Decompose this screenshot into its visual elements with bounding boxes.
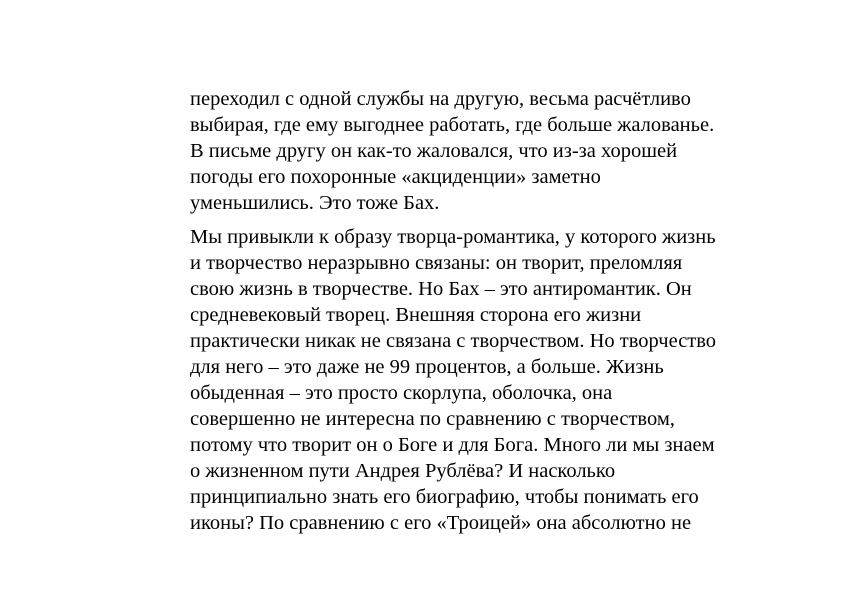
text-line: переходил с одной службы на другую, весьма расчётливо	[190, 88, 691, 110]
text-line: для него – это даже не 99 процентов, а больше. Жизнь	[190, 356, 664, 378]
text-line: обыденная – это просто скорлупа, оболочка, она	[190, 382, 613, 404]
text-line: совершенно не интересна по сравнению с творчеством,	[190, 408, 675, 430]
text-line: Мы привыкли к образу творца-романтика, у которого жизнь	[190, 226, 716, 248]
text-line: принципиально знать его биографию, чтобы понимать его	[190, 486, 699, 508]
text-line: о жизненном пути Андрея Рублёва? И насколько	[190, 460, 616, 482]
text-line: погоды его похоронные «акциденции» заметно	[190, 166, 601, 188]
text-line: иконы? По сравнению с его «Троицей» она абсолютно не	[190, 512, 692, 534]
text-line: практически никак не связана с творчеством. Но творчество	[190, 330, 717, 352]
text-line: В письме другу он как-то жаловался, что из-за хорошей	[190, 140, 678, 162]
body-text	[190, 86, 770, 536]
text-line: потому что творит он о Боге и для Бога. Много ли мы знаем	[190, 434, 715, 456]
text-line: и творчество неразрывно связаны: он творит, преломляя	[190, 252, 683, 274]
text-line: уменьшились. Это тоже Бах.	[190, 192, 440, 214]
paragraph-2	[190, 224, 770, 536]
text-line: выбирая, где ему выгоднее работать, где больше жалованье.	[190, 114, 715, 136]
text-line: средневековый творец. Внешняя сторона его жизни	[190, 304, 642, 326]
text-line: свою жизнь в творчестве. Но Бах – это антиромантик. Он	[190, 278, 692, 300]
paragraph-1	[190, 86, 770, 216]
